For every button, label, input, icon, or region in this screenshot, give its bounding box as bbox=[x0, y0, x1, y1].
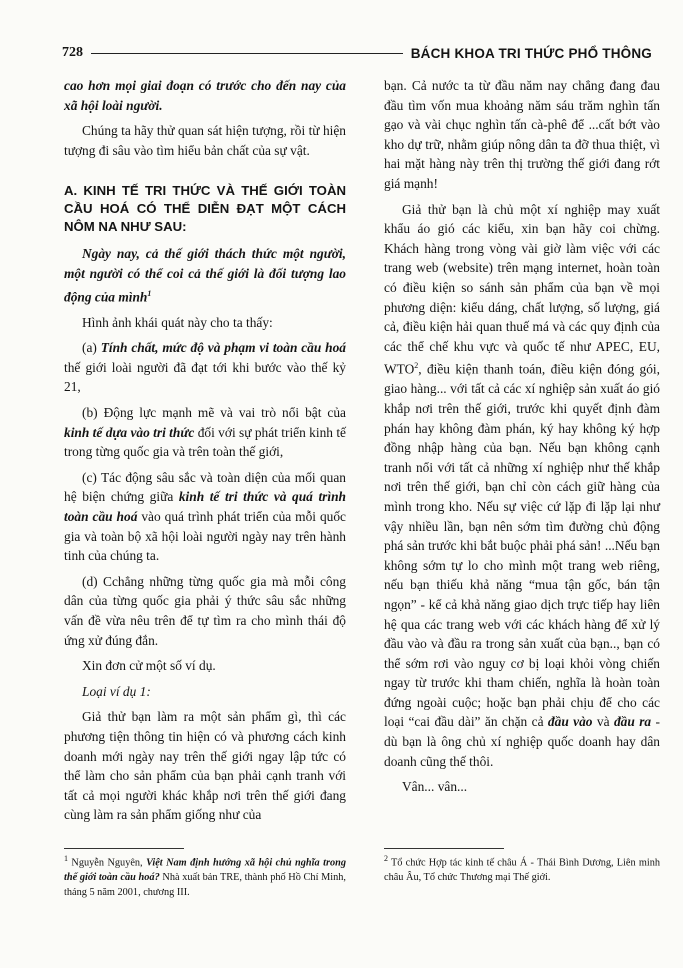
text: Giả thử bạn là chủ một xí nghiệp may xuất khẩu áo gió các kiểu, xin bạn hãy coi chừng. Khách hàng trong vòng vài giờ làm việc với các trang web (website) trên mạng internet, hoàn toàn có điều kiện so sánh sản phẩm của bạn về mọi phương diện: kiểu dáng, chất lượng, số lượng, giá cả, điều kiện hải quan thuế má và các quy định của các thể chế khu vực và quốc tế như APEC, EU, WTO bbox=[384, 201, 660, 377]
section-heading: A. KINH TẾ TRI THỨC VÀ THẾ GIỚI TOÀN CẦU HOÁ CÓ THỂ DIỄN ĐẠT MỘT CÁCH NÔM NA NHƯ SAU: bbox=[64, 183, 346, 235]
paragraph: Chúng ta hãy thử quan sát hiện tượng, rồi từ hiện tượng đi sâu vào tìm hiểu bản chất của sự vật. bbox=[64, 123, 346, 158]
lead-quote bbox=[64, 244, 346, 306]
footnote-rule bbox=[384, 848, 504, 849]
list-item-d: (d) Cchẳng những từng quốc gia mà mỗi công dân của từng quốc gia phải ý thức sâu sắc những vấn đề vừa nêu trên để tự tìm ra cho mình thái độ ứng xử đúng đắn. bbox=[64, 573, 346, 648]
footnote-text: Nguyễn Nguyên, bbox=[68, 857, 147, 869]
footnote-1 bbox=[64, 852, 346, 900]
paragraph bbox=[384, 200, 660, 772]
example-label: Loại ví dụ 1: bbox=[82, 683, 151, 699]
paragraph: bạn. Cả nước ta từ đầu năm nay chẳng đang đau đầu tìm vốn mua khoảng năm sáu trăm nghìn tấn gạo và vài chục nghìn tấn cà-phê để ...cất bớt vào kho dự trữ, nhằm giúp nông dân ta đỡ thua thiệt, vì hai mặt hàng này trên thị trường thế giới đang rớt giá mạnh! bbox=[384, 78, 660, 191]
footnote-ref: 2 bbox=[414, 361, 419, 371]
paragraph: Giả thử bạn làm ra một sản phẩm gì, thì các phương tiện thông tin hiện có và phương cách kinh doanh mới ngày nay trên thế giới ngay lập tức có thể làm cho sản phẩm của bạn phải cạnh tranh với tất cả mọi người khác khắp nơi trên thế giới đang cùng làm ra sản phẩm giống như của bbox=[64, 709, 346, 823]
emphasis: Tính chất, mức độ và phạm vi toàn cầu hoá bbox=[100, 340, 346, 356]
paragraph: Hình ảnh khái quát này cho ta thấy: bbox=[82, 314, 273, 330]
left-column bbox=[64, 76, 346, 831]
footnote-text: Nhà xuất bản TRE, thành phố Hồ Chí Minh, tháng 5 năm 2001, chương III. bbox=[64, 872, 346, 898]
right-column bbox=[384, 76, 660, 803]
item-prefix: (a) bbox=[82, 340, 101, 356]
footnote-mark: 1 bbox=[64, 854, 68, 863]
page-header bbox=[62, 42, 652, 64]
footnote-rule bbox=[64, 848, 184, 849]
paragraph: cao hơn mọi giai đoạn có trước cho đến nay của xã hội loài người. bbox=[64, 78, 346, 113]
paragraph: Vân... vân... bbox=[402, 779, 468, 795]
header-rule bbox=[91, 53, 403, 54]
item-text: vào quá trình phát triển của mỗi quốc gia và toàn bộ xã hội loài người ngày nay trên hành tinh của chúng ta. bbox=[64, 508, 346, 564]
item-text: đối với sự phát triển kinh tế trong từng quốc gia và trên toàn thế giới, bbox=[64, 424, 347, 460]
paragraph: Xin đơn cử một số ví dụ. bbox=[82, 658, 216, 674]
footnote-2 bbox=[384, 852, 660, 886]
list-item-a bbox=[64, 338, 346, 397]
emphasis: kinh tế dựa vào tri thức bbox=[64, 424, 195, 440]
footnote-ref: 1 bbox=[147, 288, 152, 298]
running-title: BÁCH KHOA TRI THỨC PHỔ THÔNG bbox=[410, 45, 652, 61]
emphasis: đầu vào bbox=[547, 714, 593, 730]
text: , điều kiện thanh toán, điều kiện đóng gói, giao hàng... với tất cả các xí nghiệp sản xuất áo gió khắp nơi trên thế giới, trước khi quyết định đàm phán hay không đàm phán, ký hay không ký hợp đồng nhập hàng của bạn. Nếu bạn không cạnh tranh nổi với tất cả những xí nghiệp như thế khắp nơi trên thế giới, bạn chỉ còn cách giữ hàng của mình trong kho. Nếu sự việc cứ lặp đi lặp lại như vậy nhiều lần, bạn nên sớm tìm đường chủ động phá sản trước khi bắt buộc phải phá sản! ...Nếu bạn không sớm tự lo cho mình một trang web riêng, nếu bạn thiếu khả năng “mua tận gốc, bán tận ngọn” - kể cả khả năng giao dịch trực tiếp hay liên hệ qua các trang web với các khách hàng để xử lý đầu vào và đầu ra trong sản xuất của bạn.., bạn có thể sớm rơi vào nguy cơ bị loại khỏi vòng chiến ngay từ trước khi tham chiến, nghĩa là hoàn toàn đứng ngoài cuộc; hoặc bạn phải chịu để cho các loại “cai đầu dài” ăn chặn cả bbox=[384, 361, 660, 730]
item-text: (c) Tác động sâu sắc và toàn diện của mối quan hệ biện chứng giữa bbox=[64, 469, 346, 505]
item-text: (b) Động lực mạnh mẽ và vai trò nổi bật của bbox=[82, 405, 346, 420]
list-item-b bbox=[64, 403, 346, 462]
text: và bbox=[592, 714, 614, 730]
footnote-mark: 2 bbox=[384, 854, 388, 863]
list-item-c bbox=[64, 468, 346, 566]
emphasis: đầu ra bbox=[613, 714, 652, 730]
item-text: thế giới loài người đã đạt tới khi bước vào thế kỷ 21, bbox=[64, 359, 346, 395]
emphasis: kinh tế tri thức và quá trình toàn cầu hoá bbox=[64, 489, 346, 524]
page-number: 728 bbox=[62, 45, 83, 60]
text: - dù bạn là ông chủ xí nghiệp quốc doanh hay dân doanh cũng thế thôi. bbox=[384, 714, 660, 769]
footnote-text: Tổ chức Hợp tác kinh tế châu Á - Thái Bình Dương, Liên minh châu Âu, Tổ chức Thương mại Thế giới. bbox=[384, 857, 660, 884]
footnote-title: Việt Nam định hướng xã hội chủ nghĩa trong thế giới toàn cầu hoá? bbox=[64, 857, 346, 884]
lead-text: Ngày nay, cả thế giới thách thức một người, một người có thể coi cả thế giới là đối tượng lao động của mình bbox=[64, 246, 346, 305]
